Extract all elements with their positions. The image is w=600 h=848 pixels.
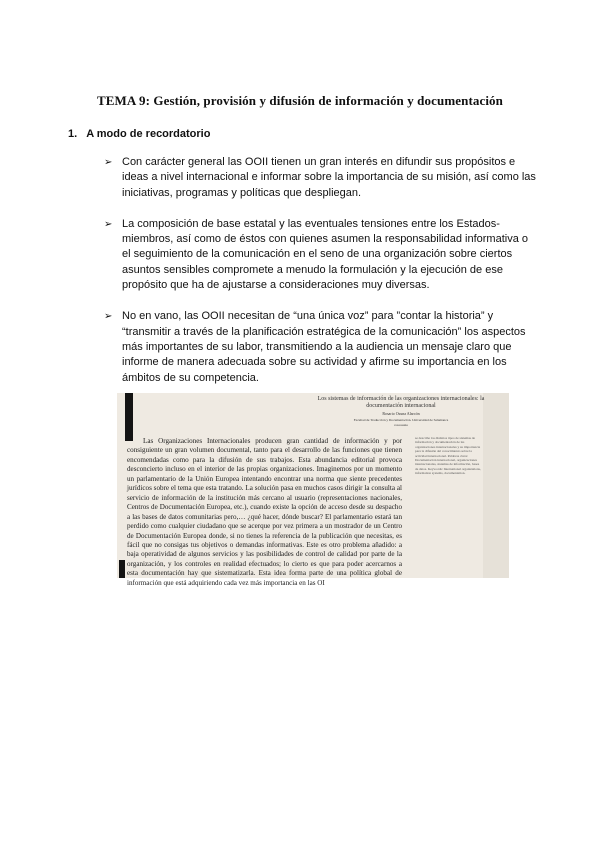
bullet-item bbox=[104, 217, 536, 293]
scan-black-bar-bottom bbox=[119, 560, 125, 578]
scan-black-bar-top bbox=[125, 393, 133, 441]
page-title: TEMA 9: Gestión, provisión y difusión de información y documentación bbox=[97, 93, 503, 108]
scan-article-affiliation: Facultad de Traducción y Documentación. Universidad de Salamanca bbox=[353, 417, 449, 422]
bullet-item bbox=[104, 309, 536, 385]
scan-right-margin bbox=[483, 393, 509, 578]
bullet-text: No en vano, las OOII necesitan de “una única voz” para ”contar la historia” y “transmitir a través de la planificación estratégica de la comunicación” los aspectos más importantes de su labor, transmitiendo a la audiencia un mensaje claro que informe de manera adecuada sobre su actividad y afirme su importancia en los ámbitos de su competencia. bbox=[122, 310, 526, 384]
bullet-text: La composición de base estatal y las eventuales tensiones entre los Estados-miembros, así como de éstos con quienes asumen la responsabilidad informativa o el seguimiento de la comunicación en el seno de una organización sobre ciertos asuntos sensibles compromete a menudo la formulación y la ejecución de ese propósito que ha de ajustarse a consideraciones muy diversas. bbox=[122, 217, 528, 292]
bullet-text: Con carácter general las OOII tienen un gran interés en difundir sus propósitos e ideas a nivel internacional e informar sobre la importancia de su misión, así como las iniciativas, programas y políticas que despliegan. bbox=[122, 156, 536, 199]
scan-article-body: Las Organizaciones Internacionales producen gran cantidad de información y por consiguiente un gran volumen documental, tanto para el desarrollo de las funciones que tienen encomendadas como para la difusión de sus trabajos. Esta abundancia editorial provoca desconcierto incluso en el interior de las propias organizaciones. Imaginemos por un momento un parlamentario de la Unión Europea intentando encontrar una norma que siente precedentes jurídicos sobre el tema que esta tratando. La solución pasa en muchos casos dirigir la consulta al servicio de información de la institución más cercano al usuario (representaciones nacionales, Centros de Documentación Europea, etc.), cuando existe la opción de acceso desde su despacho a las bases de datos comunitarias pero,… ¿qué hacer, dónde buscar? El parlamentario estará tan perdido como cualquier ciudadano que se acerque por vez primera a un mostrador de un Centro de Documentación Europea donde, si no tienes la referencia de la publicación que necesitas, es fácil que no consigas tus objetivos o demandas informativas. Este es otro problema añadido: a baja operatividad de algunos servicios y las posibilidades de control de calidad por parte de la organización, y los controles en realidad efectuados; lo cierto es que para poder acercarnos a esta documentación hay que sistematizarla. Esta idea forma parte de una política global de información que está adquiriendo cada vez más importancia en las OI bbox=[127, 437, 402, 587]
arrowhead-bullet-icon: ➢ bbox=[104, 218, 113, 230]
scan-article-abstract: se describe los distintos tipos de sistemas de información y documentación de las organizaciones internacionales y su importancia para la difusión del conocimiento sobre la actividad internacional. Palabras clave: Documentación internacional, organizaciones internacionales, sistemas de información, bases de datos. Keywords: International organizations, information systems, documentation. bbox=[415, 436, 481, 476]
arrowhead-bullet-icon: ➢ bbox=[104, 157, 113, 168]
scan-article-title: Los sistemas de información de las organizaciones internacionales: la documentación internacional bbox=[317, 396, 485, 409]
scanned-article-image bbox=[117, 393, 509, 587]
scan-article-author: Rosario Osuna Alarcón bbox=[382, 411, 420, 416]
section-number: 1. bbox=[68, 128, 78, 140]
bullet-list bbox=[104, 155, 536, 402]
scan-article-header bbox=[317, 396, 485, 427]
section-heading-text: A modo de recordatorio bbox=[86, 128, 211, 140]
arrowhead-bullet-icon: ➢ bbox=[104, 311, 113, 323]
section-heading bbox=[68, 128, 210, 140]
bullet-item bbox=[104, 155, 536, 201]
scan-article-email: rosaosuna bbox=[394, 422, 408, 427]
